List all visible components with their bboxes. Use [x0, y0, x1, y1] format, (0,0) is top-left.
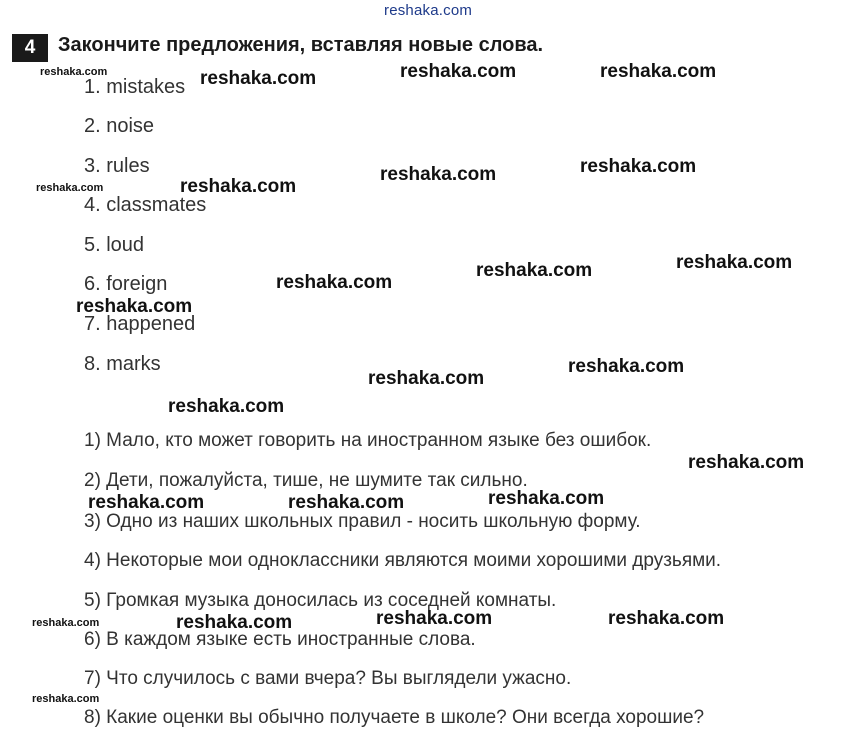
word-item: 4. classmates	[84, 194, 207, 216]
word-item: 1. mistakes	[84, 76, 186, 98]
sentence: 7) Что случилось с вами вчера? Вы выглядели ужасно.	[84, 668, 572, 689]
sentence: 5) Громкая музыка доносилась из соседней комнаты.	[84, 590, 557, 611]
watermark: reshaka.com	[32, 693, 100, 705]
watermark: reshaka.com	[676, 252, 793, 273]
watermark: reshaka.com	[476, 260, 593, 281]
word-item: 8. marks	[84, 353, 161, 375]
word-item: 6. foreign	[84, 273, 168, 295]
sentence: 1) Мало, кто может говорить на иностранном языке без ошибок.	[84, 430, 652, 451]
watermark: reshaka.com	[88, 492, 205, 513]
watermark: reshaka.com	[580, 156, 697, 177]
watermark: reshaka.com	[288, 492, 405, 513]
task-number-badge: 4	[12, 34, 48, 62]
watermark: reshaka.com	[688, 452, 805, 473]
watermark: reshaka.com	[32, 617, 100, 629]
watermark: reshaka.com	[276, 272, 393, 293]
watermark: reshaka.com	[176, 612, 293, 633]
word-item: 2. noise	[84, 115, 155, 137]
watermark: reshaka.com	[376, 608, 493, 629]
word-item: 3. rules	[84, 155, 150, 177]
watermark: reshaka.com	[608, 608, 725, 629]
site-header: reshaka.com	[384, 2, 473, 19]
task-title: Закончите предложения, вставляя новые слова.	[58, 34, 544, 56]
watermark: reshaka.com	[600, 61, 717, 82]
word-item: 7. happened	[84, 313, 196, 335]
sentence: 8) Какие оценки вы обычно получаете в школе? Они всегда хорошие?	[84, 707, 705, 728]
sentence: 6) В каждом языке есть иностранные слова.	[84, 629, 476, 650]
watermark: reshaka.com	[168, 396, 285, 417]
sentence: 4) Некоторые мои одноклассники являются моими хорошими друзьями.	[84, 550, 722, 571]
watermark: reshaka.com	[200, 68, 317, 89]
watermark: reshaka.com	[488, 488, 605, 509]
sentence: 2) Дети, пожалуйста, тише, не шумите так сильно.	[84, 470, 528, 491]
watermark: reshaka.com	[40, 66, 108, 78]
watermark: reshaka.com	[380, 164, 497, 185]
watermark: reshaka.com	[400, 61, 517, 82]
watermark: reshaka.com	[368, 368, 485, 389]
sentence: 3) Одно из наших школьных правил - носить школьную форму.	[84, 511, 641, 532]
word-item: 5. loud	[84, 234, 145, 256]
watermark: reshaka.com	[568, 356, 685, 377]
watermark: reshaka.com	[36, 182, 104, 194]
watermark: reshaka.com	[180, 176, 297, 197]
watermark: reshaka.com	[76, 296, 193, 317]
